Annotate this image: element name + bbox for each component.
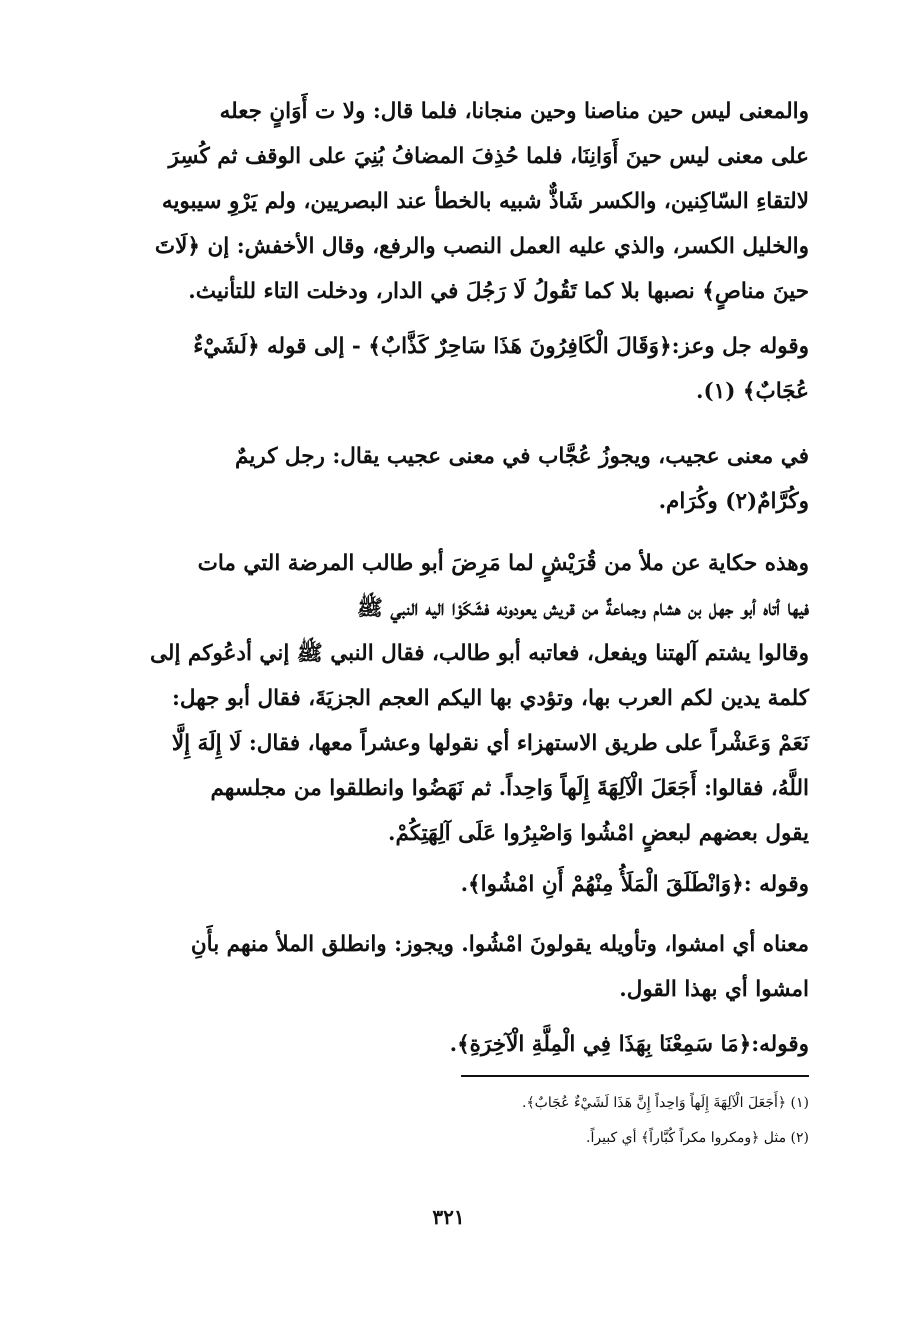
paragraph-line: على معنى ليس حينَ أَوَانِنَا، فلما حُذِفَ المضافُ بُنِيَ على الوقف ثم كُسِرَ xyxy=(168,144,809,169)
paragraph-line: فيها أتاه أبو جهل بن هشام وجماعةٌ من قريش يعودونه فشَكَوْا اليه النبي ﷺ xyxy=(356,596,809,621)
page-number: ٣٢١ xyxy=(432,1205,465,1229)
paragraph-line: وكُرَّامٌ(٢) وكُرَام. xyxy=(658,489,809,514)
paragraph-line: وقوله:﴿مَا سَمِعْنَا بِهَذَا فِي الْمِلَّةِ الْآخِرَةِ﴾. xyxy=(449,1032,809,1057)
footnote-1: (١) ﴿أَجَعَلَ الْآلِهَةَ إِلَهاً وَاحِداً إِنَّ هَذَا لَشَيْءٌ عُجَابٌ﴾. xyxy=(522,1095,809,1111)
paragraph-line: اللَّهُ، فقالوا: أَجَعَلَ الْآلِهَةَ إِلَهاً وَاحِداً. ثم نَهَضُوا وانطلقوا من مجلسهم xyxy=(210,776,809,801)
paragraph-line: امشوا أي بهذا القول. xyxy=(619,977,809,1002)
footnote-divider xyxy=(461,1075,809,1077)
paragraph-line: عُجَابٌ﴾ (١). xyxy=(696,379,809,404)
paragraph-line: والمعنى ليس حين مناصنا وحين منجانا، فلما قال: ولا ت أَوَانٍ جعله xyxy=(219,99,809,124)
paragraph-line: يقول بعضهم لبعضٍ امْشُوا وَاصْبِرُوا عَلَى آلِهَتِكُمْ. xyxy=(388,821,809,846)
paragraph-line: نَعَمْ وَعَشْراً على طريق الاستهزاء أي نقولها وعشراً معها، فقال: لَا إِلَهَ إِلَّا xyxy=(171,731,809,756)
footnote-2: (٢) مثل ﴿ومكروا مكراً كُبَّاراً﴾ أي كبيراً. xyxy=(586,1130,809,1146)
paragraph-line: والخليل الكسر، والذي عليه العمل النصب والرفع، وقال الأخفش: إن ﴿لَاتَ xyxy=(154,234,809,259)
paragraph-line: وقالوا يشتم آلهتنا ويفعل، فعاتبه أبو طالب، فقال النبي ﷺ إني أدعُوكم إلى xyxy=(149,641,809,666)
paragraph-line: كلمة يدين لكم العرب بها، وتؤدي بها اليكم العجم الجزيَةَ، فقال أبو جهل: xyxy=(172,686,809,711)
paragraph-line: وقوله :﴿وَانْطَلَقَ الْمَلَأُ مِنْهُمْ أَنِ امْشُوا﴾. xyxy=(460,872,809,897)
paragraph-line: حينَ مناصٍ﴾ نصبها بلا كما تَقُولُ لَا رَجُلَ في الدار، ودخلت التاء للتأنيث. xyxy=(188,279,809,304)
paragraph-line: وقوله جل وعز:﴿وَقَالَ الْكَافِرُونَ هَذَا سَاحِرٌ كَذَّابٌ﴾ - إلى قوله ﴿لَشَيْءٌ xyxy=(193,334,809,359)
paragraph-line: معناه أي امشوا، وتأويله يقولونَ امْشُوا. ويجوز: وانطلق الملأ منهم بأَنِ xyxy=(190,932,809,957)
paragraph-line: لالتقاءِ السّاكِنين، والكسر شَاذٌّ شبيه بالخطأ عند البصريين، ولم يَرْوِ سيبويه xyxy=(161,189,809,214)
paragraph-line: في معنى عجيب، ويجوزُ عُجَّاب في معنى عجيب يقال: رجل كريمٌ xyxy=(235,444,809,469)
paragraph-line: وهذه حكاية عن ملأ من قُرَيْشٍ لما مَرِضَ أبو طالب المرضة التي مات xyxy=(197,551,809,576)
